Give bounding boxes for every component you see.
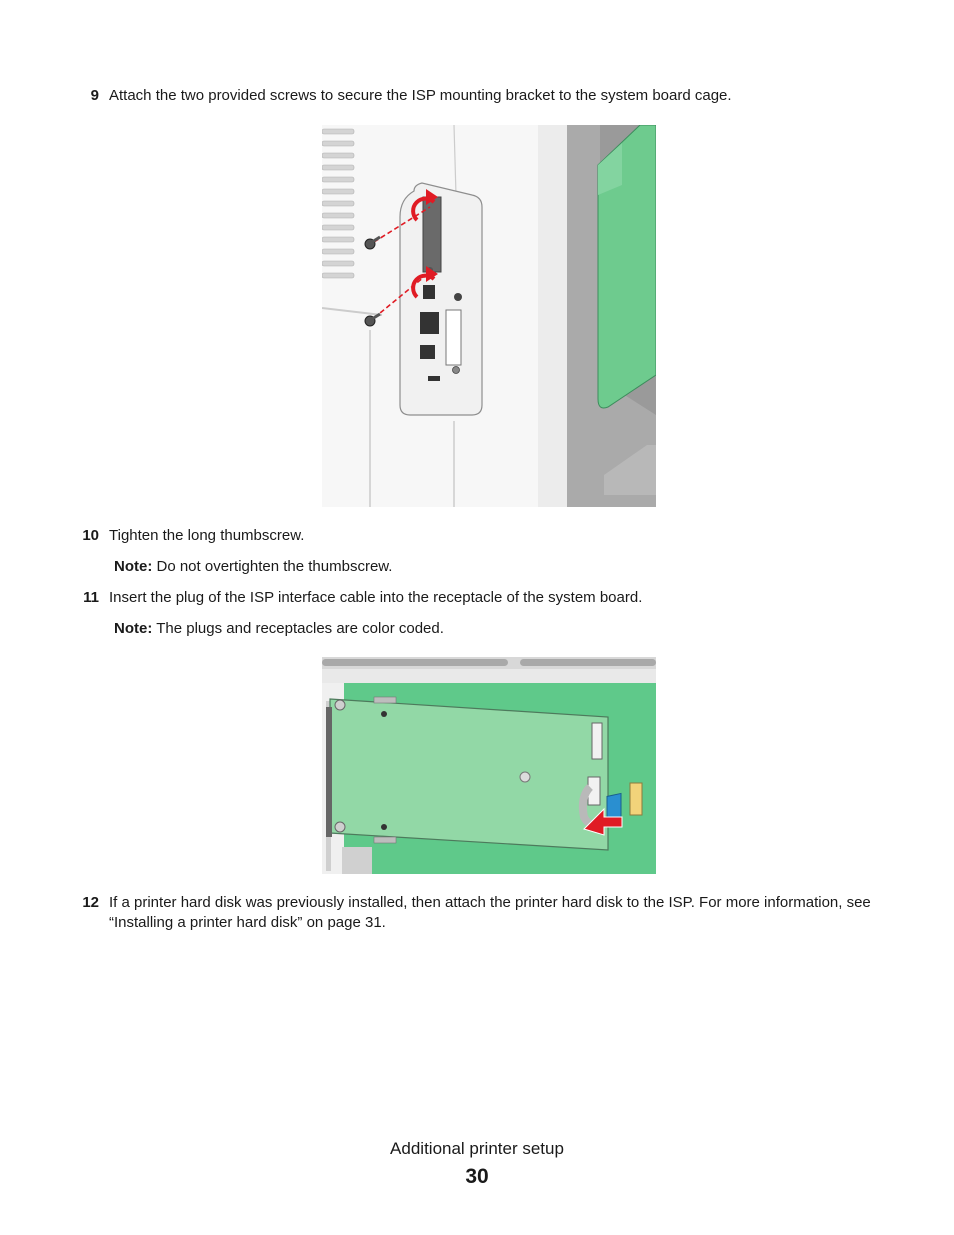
isp-bracket-illustration bbox=[322, 125, 656, 507]
note-label: Note: bbox=[114, 558, 153, 575]
step-number: 11 bbox=[83, 589, 99, 606]
page-number: 30 bbox=[465, 1165, 489, 1188]
footer-section-title: Additional printer setup bbox=[390, 1139, 564, 1158]
isp-cable-illustration bbox=[322, 657, 656, 874]
step-text: Tighten the long thumbscrew. bbox=[109, 527, 305, 544]
note-overtighten bbox=[114, 557, 392, 577]
note-color-coded bbox=[114, 619, 444, 639]
step-number: 12 bbox=[82, 894, 99, 911]
step-text: Insert the plug of the ISP interface cable into the receptacle of the system board. bbox=[109, 589, 643, 606]
note-text: The plugs and receptacles are color coded. bbox=[152, 620, 444, 637]
note-text: Do not overtighten the thumbscrew. bbox=[152, 558, 393, 575]
step-number: 9 bbox=[90, 87, 99, 104]
step-text: Attach the two provided screws to secure the ISP mounting bracket to the system board cage. bbox=[109, 87, 732, 104]
step-text: If a printer hard disk was previously installed, then attach the printer hard disk to the ISP. For more information, see “Installing a printer hard disk” on page 31. bbox=[109, 894, 871, 931]
step-number: 10 bbox=[82, 527, 99, 544]
note-label: Note: bbox=[114, 620, 153, 637]
